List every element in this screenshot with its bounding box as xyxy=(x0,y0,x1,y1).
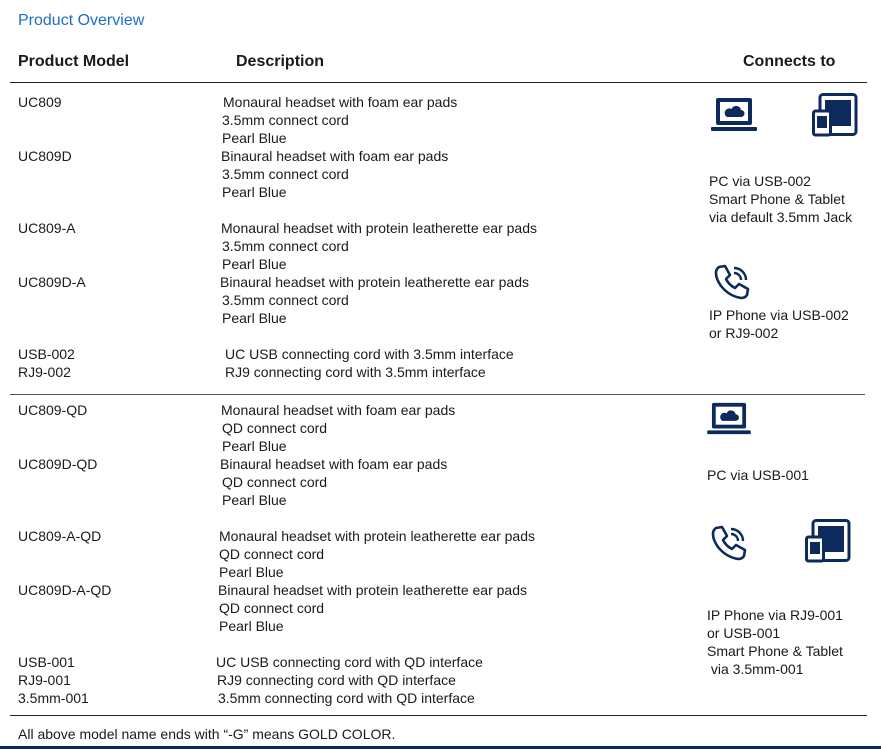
phone-ringing-icon xyxy=(713,263,751,301)
laptop-cloud-icon xyxy=(706,401,752,437)
footer-divider xyxy=(10,715,867,716)
description-line: Binaural headset with protein leatherette ear pads xyxy=(218,582,527,598)
model-cell: USB-002 xyxy=(18,346,75,362)
connects-text: via default 3.5mm Jack xyxy=(709,209,853,225)
connects-text: via 3.5mm-001 xyxy=(707,661,804,677)
model-cell: UC809D-QD xyxy=(18,456,98,472)
description-line: Monaural headset with foam ear pads xyxy=(223,94,458,110)
description-line: 3.5mm connect cord xyxy=(222,292,349,308)
description-line: Binaural headset with foam ear pads xyxy=(221,148,449,164)
description-line: 3.5mm connect cord xyxy=(222,238,349,254)
description-line: 3.5mm connect cord xyxy=(222,112,349,128)
description-line: Pearl Blue xyxy=(219,564,284,580)
description-line: UC USB connecting cord with QD interface xyxy=(216,654,483,670)
model-cell: 3.5mm-001 xyxy=(18,690,89,706)
description-line: 3.5mm connecting cord with QD interface xyxy=(218,690,475,706)
connects-text: PC via USB-002 xyxy=(709,173,811,189)
page-title: Product Overview xyxy=(18,12,145,29)
header-divider xyxy=(10,82,867,83)
connects-text: or USB-001 xyxy=(707,625,781,641)
description-line: Monaural headset with foam ear pads xyxy=(221,402,456,418)
footnote: All above model name ends with “-G” means GOLD COLOR. xyxy=(18,726,396,742)
connects-text: IP Phone via USB-002 xyxy=(709,307,849,323)
model-cell: UC809D-A xyxy=(18,274,86,290)
description-line: UC USB connecting cord with 3.5mm interface xyxy=(225,346,514,362)
description-line: Monaural headset with protein leatherette ear pads xyxy=(221,220,537,236)
model-cell: UC809-QD xyxy=(18,402,88,418)
connects-text: Smart Phone & Tablet xyxy=(709,191,845,207)
model-cell: RJ9-002 xyxy=(18,364,71,380)
description-line: QD connect cord xyxy=(219,600,325,616)
description-line: QD connect cord xyxy=(222,474,328,490)
model-cell: UC809-A xyxy=(18,220,76,236)
connects-text: PC via USB-001 xyxy=(707,467,809,483)
description-line: Binaural headset with foam ear pads xyxy=(220,456,448,472)
model-cell: UC809D-A-QD xyxy=(18,582,112,598)
description-line: RJ9 connecting cord with QD interface xyxy=(217,672,456,688)
header-connects-to: Connects to xyxy=(743,53,836,70)
description-line: Pearl Blue xyxy=(222,184,287,200)
model-cell: RJ9-001 xyxy=(18,672,71,688)
description-line: Pearl Blue xyxy=(219,618,284,634)
description-line: Pearl Blue xyxy=(222,130,287,146)
description-line: Pearl Blue xyxy=(222,310,287,326)
model-cell: USB-001 xyxy=(18,654,75,670)
description-line: Binaural headset with protein leatherette ear pads xyxy=(220,274,529,290)
tablet-phone-icon xyxy=(812,93,858,137)
laptop-cloud-icon xyxy=(711,96,757,134)
description-line: RJ9 connecting cord with 3.5mm interface xyxy=(225,364,486,380)
connects-text: Smart Phone & Tablet xyxy=(707,643,843,659)
description-line: QD connect cord xyxy=(222,420,328,436)
header-description: Description xyxy=(236,53,325,70)
description-line: QD connect cord xyxy=(219,546,325,562)
description-line: Pearl Blue xyxy=(222,492,287,508)
phone-ringing-icon xyxy=(710,524,748,562)
description-line: Monaural headset with protein leatherette ear pads xyxy=(219,528,535,544)
model-cell: UC809 xyxy=(18,94,62,110)
header-product-model: Product Model xyxy=(18,53,130,70)
tablet-phone-icon xyxy=(805,519,851,563)
description-line: Pearl Blue xyxy=(222,438,287,454)
section-divider xyxy=(10,394,865,395)
model-cell: UC809-A-QD xyxy=(18,528,102,544)
model-cell: UC809D xyxy=(18,148,72,164)
connects-text: or RJ9-002 xyxy=(709,325,779,341)
description-line: 3.5mm connect cord xyxy=(222,166,349,182)
description-line: Pearl Blue xyxy=(222,256,287,272)
connects-text: IP Phone via RJ9-001 xyxy=(707,607,843,623)
